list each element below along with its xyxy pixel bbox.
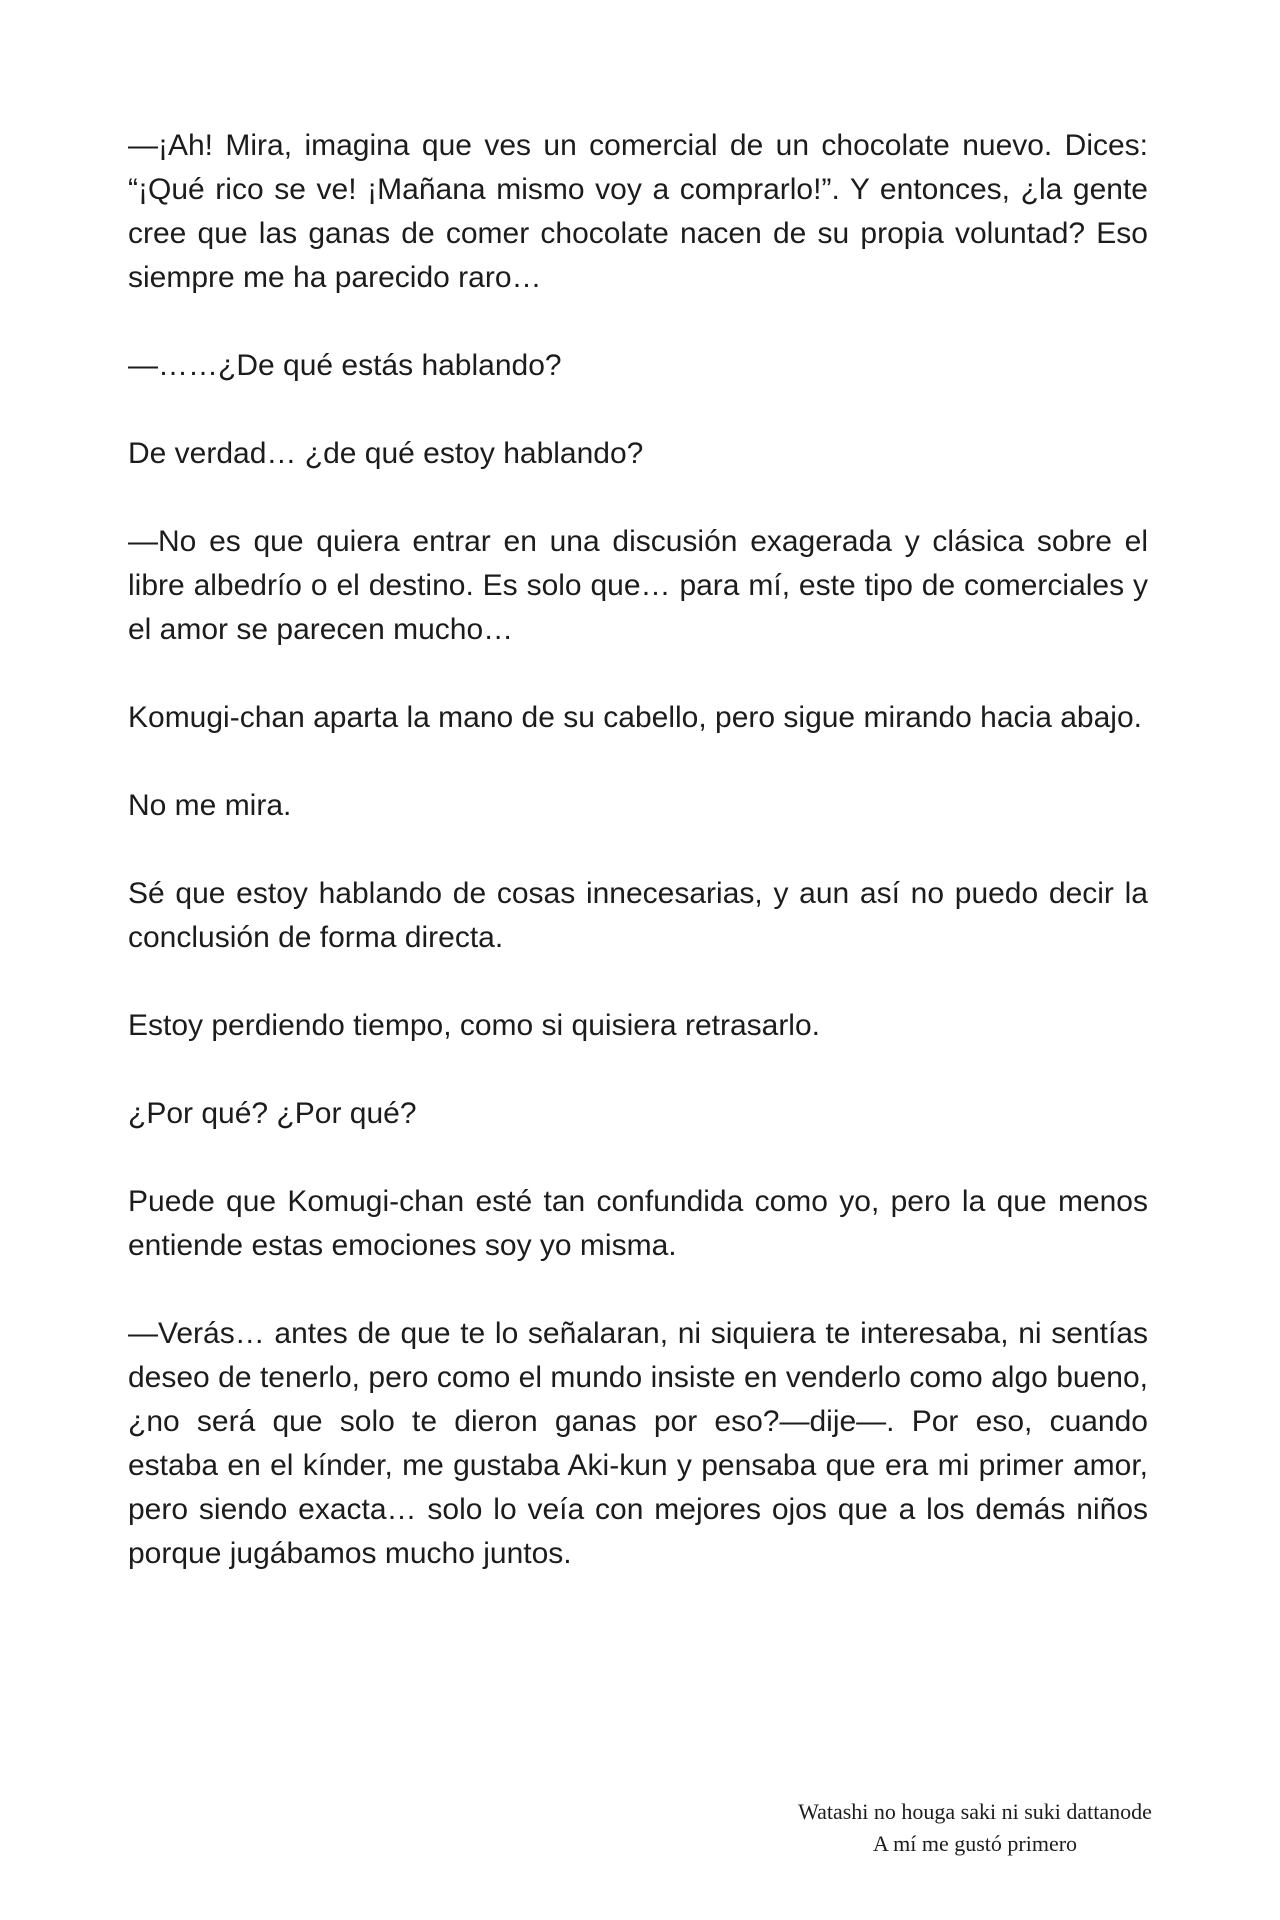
footer-title-spanish: A mí me gustó primero <box>872 1831 1078 1856</box>
paragraph-11: —Verás… antes de que te lo señalaran, ni siquiera te interesaba, ni sentías deseo de tenerlo, pero como el mundo insiste en venderlo como algo bueno, ¿no será que solo te dieron ganas por eso?—dije—. Por eso, cuando estaba en el kínder, me gustaba Aki-kun y pensaba que era mi primer amor, pero siendo exacta… solo lo veía con mejores ojos que a los demás niños porque jugábamos mucho juntos. <box>128 1317 1148 1570</box>
paragraph-3: De verdad… ¿de qué estoy hablando? <box>128 437 644 470</box>
footer-title-romaji: Watashi no houga saki ni suki dattanode <box>798 1799 1152 1824</box>
paragraph-4: —No es que quiera entrar en una discusión exagerada y clásica sobre el libre albedrío o el destino. Es solo que… para mí, este tipo de comerciales y el amor se parecen mucho… <box>128 525 1148 646</box>
paragraph-9: ¿Por qué? ¿Por qué? <box>128 1097 417 1130</box>
paragraph-6: No me mira. <box>128 789 292 822</box>
paragraph-2: —……¿De qué estás hablando? <box>128 349 562 382</box>
paragraph-1: —¡Ah! Mira, imagina que ves un comercial de un chocolate nuevo. Dices: “¡Qué rico se ve! ¡Mañana mismo voy a comprarlo!”. Y entonces, ¿la gente cree que las ganas de comer chocolate nacen de su propia voluntad? Eso siempre me ha parecido raro… <box>128 129 1148 294</box>
page-body <box>128 124 1148 1576</box>
paragraph-5: Komugi-chan aparta la mano de su cabello, pero sigue mirando hacia abajo. <box>128 701 1142 734</box>
paragraph-7: Sé que estoy hablando de cosas innecesarias, y aun así no puedo decir la conclusión de forma directa. <box>128 877 1148 954</box>
page-footer <box>740 1796 1210 1860</box>
paragraph-10: Puede que Komugi-chan esté tan confundida como yo, pero la que menos entiende estas emociones soy yo misma. <box>128 1185 1148 1262</box>
paragraph-8: Estoy perdiendo tiempo, como si quisiera retrasarlo. <box>128 1009 820 1042</box>
